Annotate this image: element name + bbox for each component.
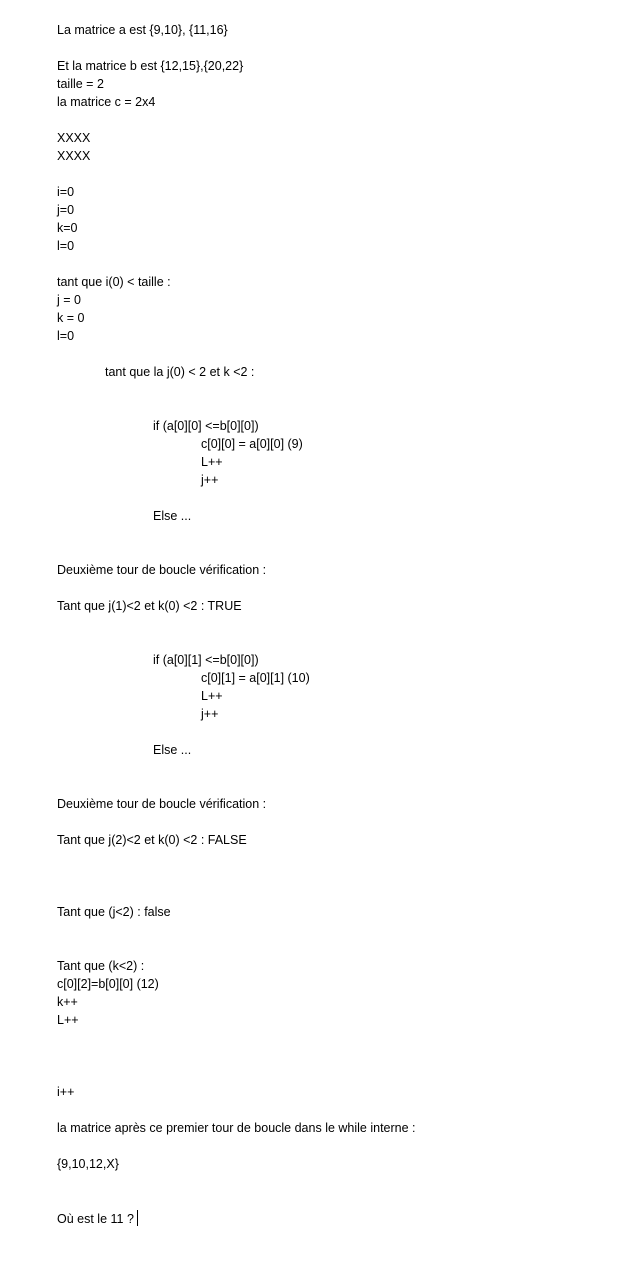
text-line: XXXX — [57, 131, 91, 145]
text-line: la matrice après ce premier tour de boucle dans le while interne : — [57, 1121, 416, 1135]
text-line: l=0 — [57, 239, 75, 253]
text-line: taille = 2 — [57, 77, 104, 91]
text-line: Où est le 11 ? — [57, 1212, 134, 1226]
text-line: L++ — [201, 689, 223, 703]
text-line: l=0 — [57, 329, 75, 343]
text-line: Else ... — [153, 743, 192, 757]
text-line: c[0][0] = a[0][0] (9) — [201, 437, 303, 451]
text-line: L++ — [57, 1013, 79, 1027]
text-line: i++ — [57, 1085, 75, 1099]
text-line: j++ — [201, 707, 219, 721]
text-line: tant que i(0) < taille : — [57, 275, 171, 289]
last-line — [57, 1210, 138, 1226]
text-line: j = 0 — [57, 293, 81, 307]
text-line: c[0][1] = a[0][1] (10) — [201, 671, 310, 685]
text-line: k++ — [57, 995, 78, 1009]
text-line: tant que la j(0) < 2 et k <2 : — [105, 365, 255, 379]
text-line: k=0 — [57, 221, 78, 235]
text-line: k = 0 — [57, 311, 85, 325]
text-line: if (a[0][0] <=b[0][0]) — [153, 419, 259, 433]
text-line: Tant que (k<2) : — [57, 959, 145, 973]
text-line: j++ — [201, 473, 219, 487]
text-line: Tant que (j<2) : false — [57, 905, 171, 919]
text-line: Tant que j(2)<2 et k(0) <2 : FALSE — [57, 833, 247, 847]
text-line: {9,10,12,X} — [57, 1157, 119, 1171]
text-line: if (a[0][1] <=b[0][0]) — [153, 653, 259, 667]
text-line: Deuxième tour de boucle vérification : — [57, 563, 267, 577]
text-line: Deuxième tour de boucle vérification : — [57, 797, 267, 811]
text-line: Et la matrice b est {12,15},{20,22} — [57, 59, 244, 73]
text-line: Tant que j(1)<2 et k(0) <2 : TRUE — [57, 599, 242, 613]
text-line: i=0 — [57, 185, 75, 199]
text-line: la matrice c = 2x4 — [57, 95, 156, 109]
text-line: La matrice a est {9,10}, {11,16} — [57, 23, 228, 37]
text-cursor — [137, 1210, 138, 1226]
text-line: L++ — [201, 455, 223, 469]
text-line: j=0 — [57, 203, 75, 217]
text-line: c[0][2]=b[0][0] (12) — [57, 977, 159, 991]
text-line: XXXX — [57, 149, 91, 163]
text-line: Else ... — [153, 509, 192, 523]
